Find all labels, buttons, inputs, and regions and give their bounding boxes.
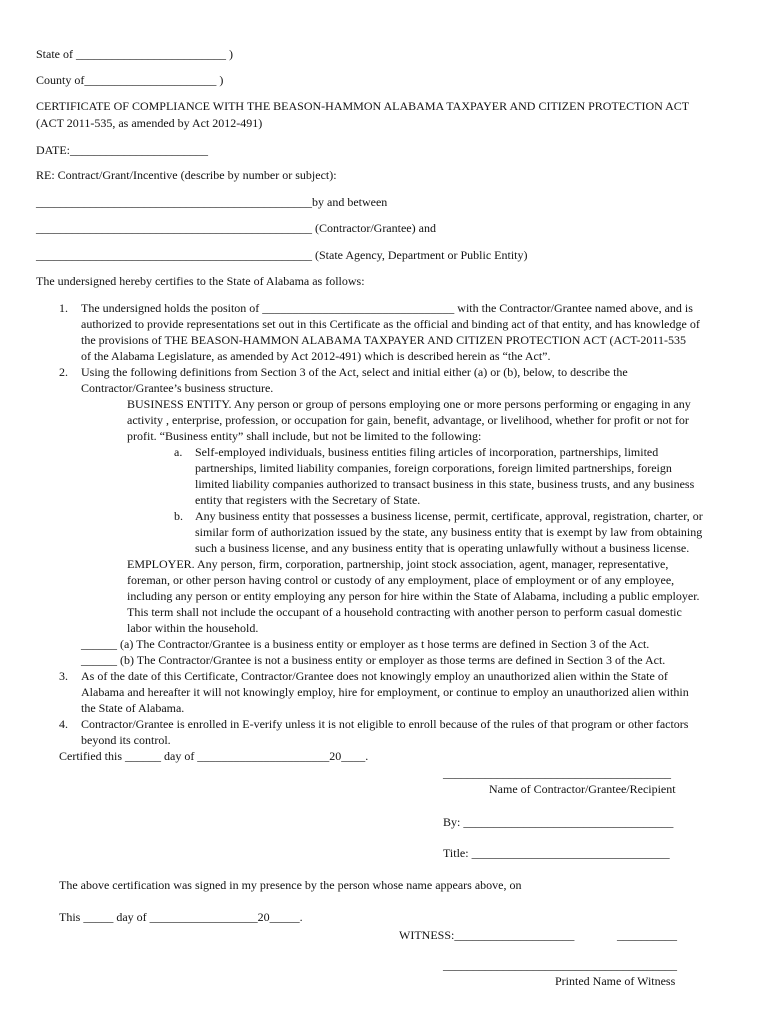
witness-statement: The above certification was signed in my presence by the person whose name appears above, on [59, 878, 522, 892]
item2-line2: Contractor/Grantee’s business structure. [81, 381, 274, 395]
subitem-b-line2: similar form of authorization issued by the state, any business entity that is exempt by law from obtaining [195, 525, 703, 539]
item3-line3: the State of Alabama. [81, 701, 185, 715]
contractor-grantee-line[interactable]: ______________________________________________ (Contractor/Grantee) and [36, 221, 436, 235]
date-field[interactable]: DATE:_______________________ [36, 143, 208, 157]
witness-field[interactable]: WITNESS:____________________ [399, 928, 575, 942]
contract-party-line[interactable]: ______________________________________________by and between [36, 195, 388, 209]
item1-line4: of the Alabama Legislature, as amended by Act 2012-491) which is described herein as “the Act”. [81, 349, 551, 363]
by-field[interactable]: By: ___________________________________ [443, 815, 674, 829]
item-number-1: 1. [59, 301, 68, 315]
option-a-initial[interactable]: ______ (a) The Contractor/Grantee is a business entity or employer as t hose terms are defined in Section 3 of the Act. [81, 637, 650, 651]
certificate-title-line1: CERTIFICATE OF COMPLIANCE WITH THE BEASON-HAMMON ALABAMA TAXPAYER AND CITIZEN PROTECTION ACT [36, 99, 690, 113]
certificate-title-line2: (ACT 2011-535, as amended by Act 2012-491) [36, 116, 263, 130]
subitem-b-line3: such a business license, and any business entity that is operating unlawfully without a business license. [195, 541, 690, 555]
witness-signature-line[interactable]: _______________________________________ [443, 958, 677, 972]
printed-name-of-witness-label: Printed Name of Witness [555, 974, 676, 988]
item-number-2: 2. [59, 365, 68, 379]
name-of-contractor-label: Name of Contractor/Grantee/Recipient [489, 782, 676, 796]
item4-line1: Contractor/Grantee is enrolled in E-verify unless it is not eligible to enroll because of the rules of that program or other factors [81, 717, 689, 731]
item3-line1: As of the date of this Certificate, Contractor/Grantee does not knowingly employ an unauthorized alien within the State of [81, 669, 668, 683]
title-field[interactable]: Title: _________________________________ [443, 846, 670, 860]
employer-line5: labor within the household. [127, 621, 259, 635]
county-field[interactable]: County of______________________ ) [36, 73, 224, 87]
item4-line2: beyond its control. [81, 733, 171, 747]
item-number-4: 4. [59, 717, 68, 731]
re-line: RE: Contract/Grant/Incentive (describe by number or subject): [36, 168, 337, 182]
business-entity-line3: profit. “Business entity” shall include, but not be limited to the following: [127, 429, 482, 443]
employer-line2: foreman, or other person having control or custody of any employment, place of employment or of any employee, [127, 573, 675, 587]
state-field[interactable]: State of _________________________ ) [36, 47, 233, 61]
subitem-b-line1: Any business entity that possesses a business license, permit, certificate, approval, registration, charter, or [195, 509, 703, 523]
item-number-3: 3. [59, 669, 68, 683]
intro-text: The undersigned hereby certifies to the State of Alabama as follows: [36, 274, 365, 288]
subitem-a-line1: Self-employed individuals, business entities filing articles of incorporation, partnerships, limited [195, 445, 659, 459]
witness-blank-field[interactable]: __________ [617, 928, 677, 942]
subitem-b-label: b. [174, 509, 183, 523]
subitem-a-label: a. [174, 445, 183, 459]
item2-line1: Using the following definitions from Section 3 of the Act, select and initial either (a) or (b), below, to describe the [81, 365, 628, 379]
certified-this-line[interactable]: Certified this ______ day of ______________________20____. [59, 749, 369, 763]
subitem-a-line3: limited liability companies authorized to transact business in this state, business trusts, and any business [195, 477, 695, 491]
item1-line2: authorized to provide representations set out in this Certificate as the official and binding act of that entity, and has knowledge of [81, 317, 700, 331]
signature-line[interactable]: ______________________________________ [443, 766, 671, 780]
subitem-a-line2: partnerships, limited liability companies, foreign corporations, foreign limited partnerships, foreign [195, 461, 672, 475]
employer-line1: EMPLOYER. Any person, firm, corporation, partnership, joint stock association, agent, manager, representative, [127, 557, 669, 571]
subitem-a-line4: entity that registers with the Secretary of State. [195, 493, 421, 507]
item1-line3: the provisions of THE BEASON-HAMMON ALABAMA TAXPAYER AND CITIZEN PROTECTION ACT (ACT-2011-535 [81, 333, 686, 347]
option-b-initial[interactable]: ______ (b) The Contractor/Grantee is not a business entity or employer as those terms are defined in Section 3 of the Act. [81, 653, 666, 667]
employer-line4: This term shall not include the occupant of a household contracting with another person to perform casual domestic [127, 605, 682, 619]
business-entity-line1: BUSINESS ENTITY. Any person or group of persons employing one or more persons performing or engaging in any [127, 397, 691, 411]
item3-line2: Alabama and hereafter it will not knowingly employ, hire for employment, or continue to employ an unauthorized alien within [81, 685, 689, 699]
employer-line3: including any person or entity employing any person for hire within the State of Alabama, including a public employer. [127, 589, 700, 603]
this-day-line[interactable]: This _____ day of __________________20_____. [59, 910, 303, 924]
item1-line1: The undersigned holds the positon of ________________________________ with the Contractor/Grantee named above, and is [81, 301, 693, 315]
state-agency-line[interactable]: ______________________________________________ (State Agency, Department or Public Entity) [36, 248, 528, 262]
business-entity-line2: activity , enterprise, profession, or occupation for gain, benefit, advantage, or livelihood, whether for profit or not for [127, 413, 689, 427]
